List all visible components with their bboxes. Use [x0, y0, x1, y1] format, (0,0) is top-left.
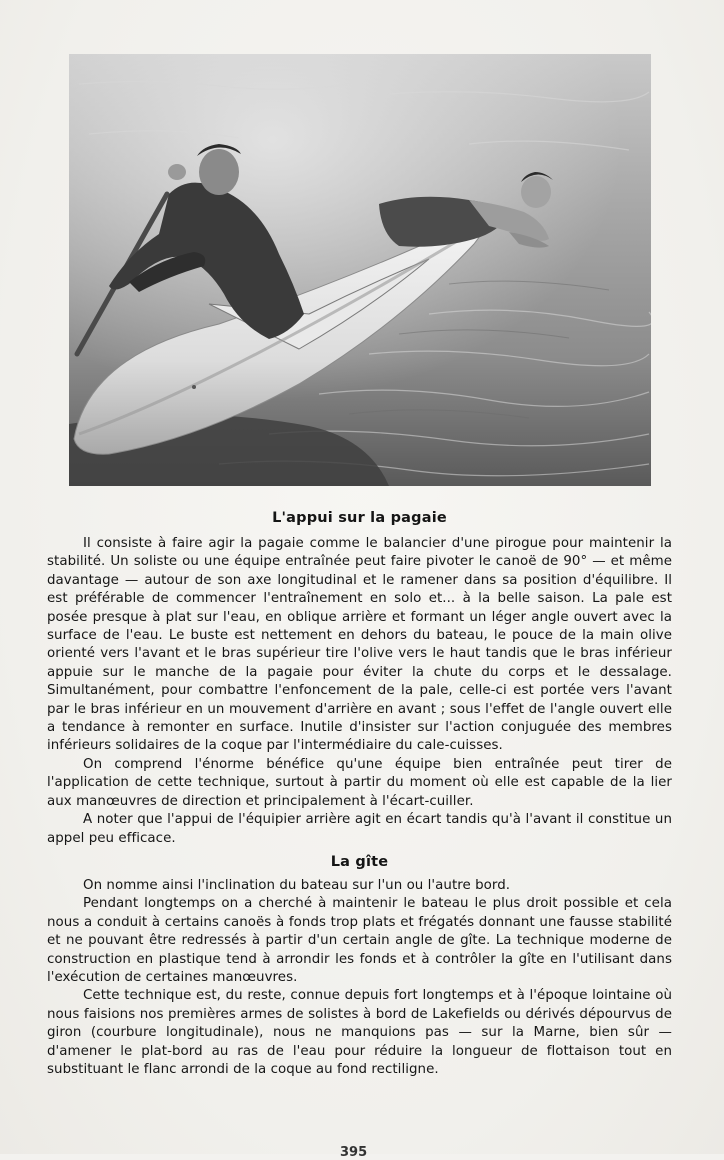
paragraph: On nomme ainsi l'inclination du bateau sur l'un ou l'autre bord.	[83, 877, 511, 893]
page-number: 395	[340, 1145, 368, 1160]
paragraph: Il consiste à faire agir la pagaie comme le balancier d'une pirogue pour maintenir la stabilité. Un soliste ou une équipe entraînée peut faire pivoter le canoë de 90° — et même davantage — autour de son axe longitudinal et le ramener dans sa position d'équilibre. Il est préférable de commencer l'entraînement en solo et... à la belle saison. La pale est posée presque à plat sur l'eau, en oblique arrière et formant un léger angle ouvert avec la surface de l'eau. Le buste est nettement en dehors du bateau, le pouce de la main olive orienté vers l'avant et le bras supérieur tire l'olive vers le haut tandis que le bras inférieur appuie sur le manche de la pagaie pour éviter la chute du corps et le dessalage. Simultanément, pour combattre l'enfoncement de la pale, celle-ci est portée vers l'avant par le bras inférieur en un mouvement d'arrière en avant ; sous l'effet de l'angle ouvert elle a tendance à remonter en surface. Inutile d'insister sur l'action conjuguée des membres inférieurs solidaires de la coque par l'intermédiaire du cale-cuisses.	[47, 536, 672, 754]
section-heading-appui: L'appui sur la pagaie	[272, 510, 447, 526]
paragraph: Cette technique est, du reste, connue depuis fort longtemps et à l'époque lointaine où nous faisions nos premières armes de solistes à bord de Lakefields ou dérivés dépourvus de giron (courbure longitudinale), nous ne manquions pas — sur la Marne, bien sûr — d'amener le plat-bord au ras de l'eau pour réduire la longueur de flottaison tout en substituant le flanc arrondi de la coque au fond rectiligne.	[47, 988, 672, 1077]
canoe-photo-illustration	[69, 54, 651, 486]
paragraph: On comprend l'énorme bénéfice qu'une équipe bien entraînée peut tirer de l'application de cette technique, surtout à partir du moment où elle est capable de la lier aux manœuvres de direction et principalement à l'écart-cuiller.	[47, 756, 672, 809]
paragraph: Pendant longtemps on a cherché à maintenir le bateau le plus droit possible et cela nous a conduit à certains canoës à fonds trop plats et frégatés donnant une fausse stabilité et ne pouvant être redressés à partir d'un certain angle de gîte. La technique moderne de construction en plastique tend à arrondir les fonds et à contrôler la gîte en l'utilisant dans l'exécution de certaines manœuvres.	[47, 896, 672, 985]
canoe-photo	[69, 54, 651, 486]
section-heading-gite: La gîte	[330, 853, 389, 870]
paragraph: A noter que l'appui de l'équipier arrière agit en écart tandis qu'à l'avant il constitue un appel peu efficace.	[47, 812, 672, 846]
article-body	[47, 508, 672, 1079]
